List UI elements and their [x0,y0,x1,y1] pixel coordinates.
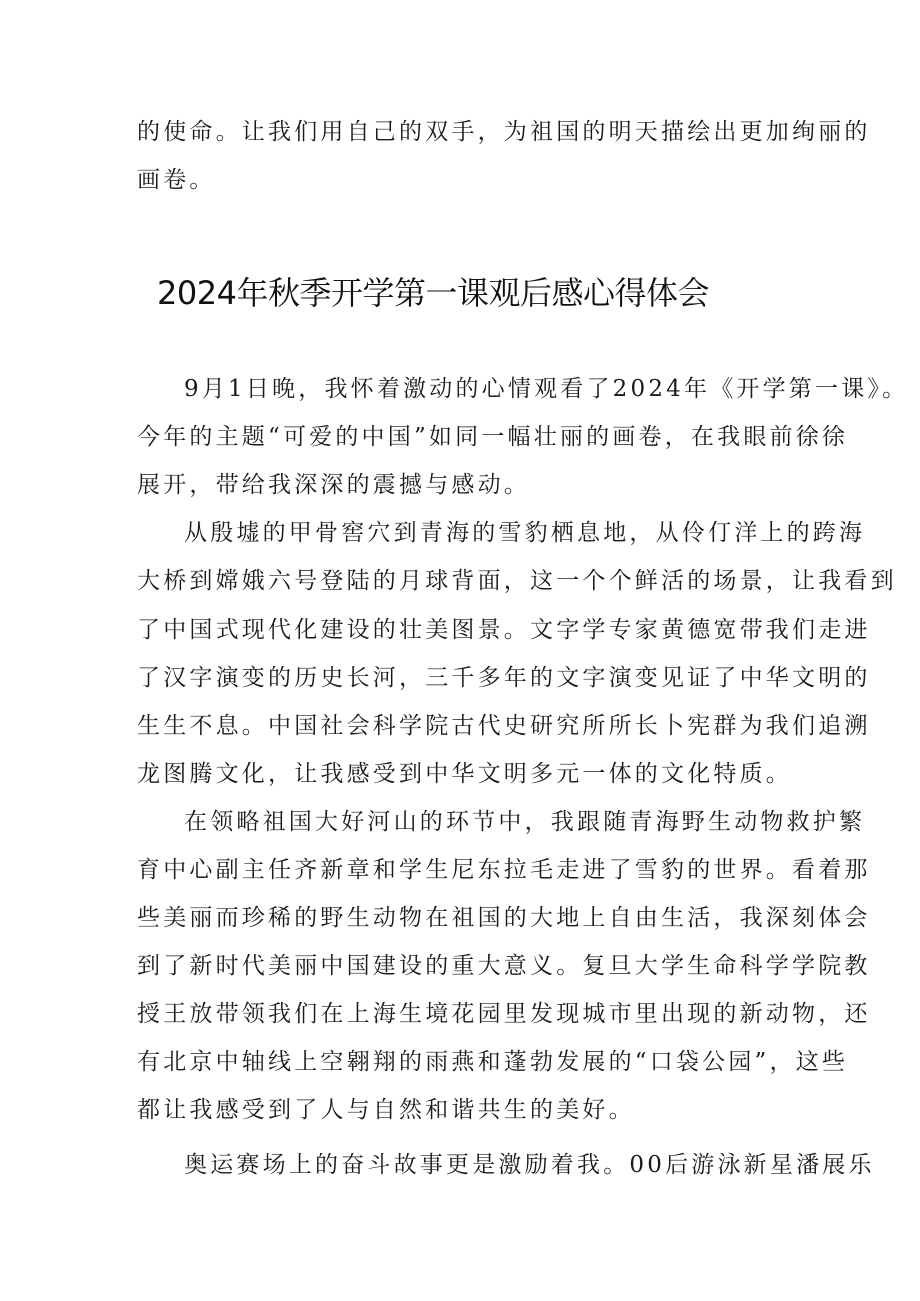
text-line: 画卷。 [137,167,216,193]
text-line: 都让我感受到了人与自然和谐共生的美好。 [137,1097,635,1123]
text-line: 育中心副主任齐新章和学生尼东拉毛走进了雪豹的世界。看着那 [137,857,871,883]
paragraph-first-line: 从殷墟的甲骨窖穴到青海的雪豹栖息地，从伶仃洋上的跨海 [184,520,866,546]
paragraph-first-line: 9月1日晚，我怀着激动的心情观看了2024年《开学第一课》。 [184,376,909,402]
text-line: 今年的主题“可爱的中国”如同一幅壮丽的画卷，在我眼前徐徐 [137,424,849,450]
text-line: 到了新时代美丽中国建设的重大意义。复旦大学生命科学学院教 [137,953,871,979]
text-line: 了汉字演变的历史长河，三千多年的文字演变见证了中华文明的 [137,665,871,691]
paragraph-first-line: 在领略祖国大好河山的环节中，我跟随青海野生动物救护繁 [184,809,866,835]
text-line: 大桥到嫦娥六号登陆的月球背面，这一个个鲜活的场景，让我看到 [137,568,897,594]
text-line: 展开，带给我深深的震撼与感动。 [137,472,530,498]
text-line: 龙图腾文化，让我感受到中华文明多元一体的文化特质。 [137,761,792,787]
text-line: 的使命。让我们用自己的双手，为祖国的明天描绘出更加绚丽的 [137,119,871,145]
text-line: 授王放带领我们在上海生境花园里发现城市里出现的新动物，还 [137,1001,871,1027]
text-line: 生生不息。中国社会科学院古代史研究所所长卜宪群为我们追溯 [137,713,871,739]
text-line: 了中国式现代化建设的壮美图景。文字学专家黄德宽带我们走进 [137,617,871,643]
page-title: 2024年秋季开学第一课观后感心得体会 [157,274,709,312]
text-line: 些美丽而珍稀的野生动物在祖国的大地上自由生活，我深刻体会 [137,905,871,931]
paragraph-first-line: 奥运赛场上的奋斗故事更是激励着我。00后游泳新星潘展乐 [184,1152,875,1178]
text-line: 有北京中轴线上空翱翔的雨燕和蓬勃发展的“口袋公园”，这些 [137,1049,849,1075]
